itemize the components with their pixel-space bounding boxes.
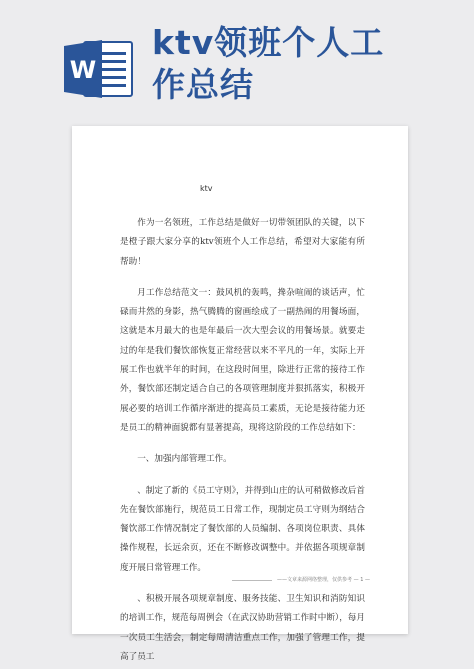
footer-divider — [232, 580, 272, 581]
paragraph-item-1: 、制定了新的《员工守则》，并得到山庄的认可稍做修改后首先在餐饮部施行，规范员工日常工作，现制定员工守则为纲结合餐饮部工作情况制定了餐饮部的人员编制、各项岗位职责、具体操作规程，长远余页，还在不断修改调整中。并依据各项规章制度开展日常管理工作。 — [120, 485, 365, 573]
paragraph-intro: 作为一名领班，工作总结是做好一切带领团队的关键，以下是橙子跟大家分享的ktv领班个人工作总结，希望对大家能有所帮助！ — [120, 218, 365, 267]
title-line-2: 作总结 — [152, 65, 254, 104]
page-footer-note: ——文章来源网络整理，仅供参考 — 1 — — [277, 577, 370, 583]
document-body — [120, 214, 365, 667]
word-document-icon — [64, 38, 134, 100]
page-title — [152, 22, 384, 106]
header-banner — [0, 0, 474, 120]
word-icon-letter: W — [69, 56, 97, 84]
document-page — [72, 126, 408, 662]
paragraph-section-heading: 一、加强内部管理工作。 — [137, 454, 232, 465]
document-heading: ktv — [200, 184, 213, 193]
paragraph-summary: 月工作总结范文一：鼓风机的轰鸣，搀杂喧闹的谈话声，忙碌而井然的身影，热气腾腾的窗画绘成了一副热闹的用餐场面，这就是本月最大的也是年最后一次大型会议的用餐场景。就要走过的年是我们餐饮部恢复正常经营以来不平凡的一年，实际上开展工作也就半年的时间，在这段时间里，除进行正常的接待工作外，餐饮部还制定适合自己的各项管理制度并狠抓落实，积极开展必要的培训工作循序渐进的提高员工素质，无论是接待能力还是员工的精神面貌都有显著提高，现将这阶段的工作总结如下： — [120, 287, 365, 433]
title-line-1: ktv领班个人工 — [152, 23, 385, 62]
paragraph-item-2: 、积极开展各项规章制度、服务技能、卫生知识和消防知识的培训工作，规范每周例会（在武汉协助营销工作时中断），每月一次员工生活会，制定每周清洁重点工作，加强了管理工作，提高了员工 — [120, 594, 365, 662]
